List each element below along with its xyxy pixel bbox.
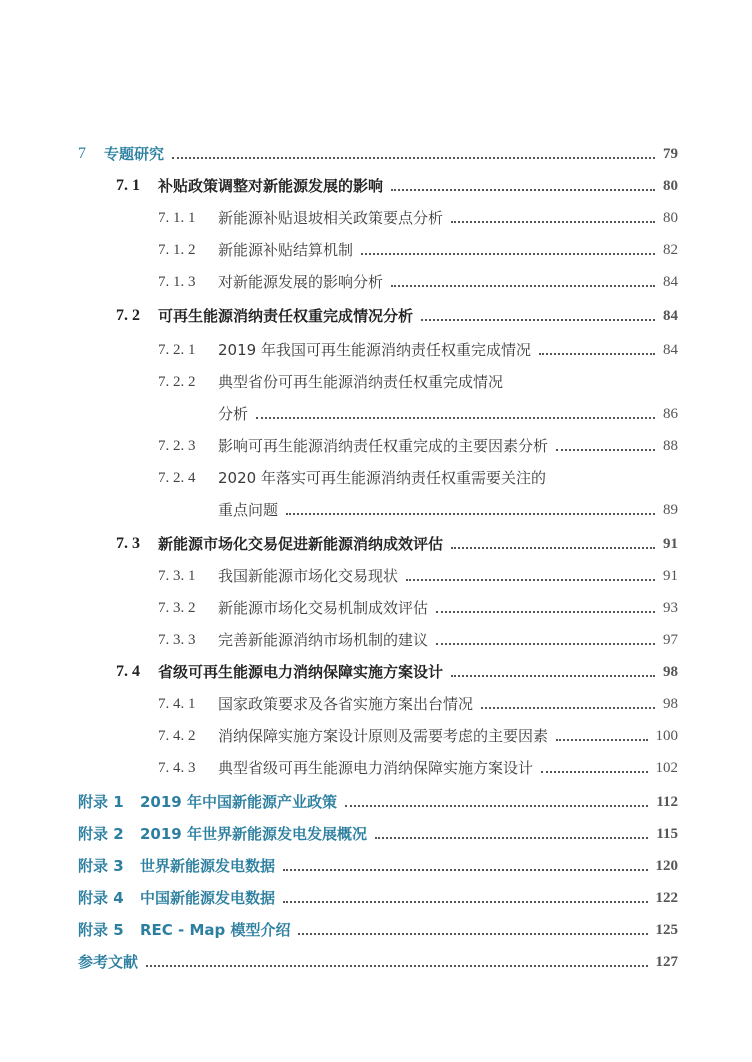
toc-section[interactable] [116, 300, 678, 326]
toc-subsection[interactable] [158, 624, 678, 650]
subsection-number: 7. 3. 1 [158, 568, 196, 584]
toc-section[interactable] [116, 528, 678, 554]
subsection-number: 7. 1. 1 [158, 210, 196, 226]
dot-leader [421, 319, 655, 321]
section-title: 省级可再生能源电力消纳保障实施方案设计 [158, 663, 444, 681]
dot-leader [345, 805, 648, 807]
page-number: 86 [663, 406, 678, 422]
page-number: 91 [663, 568, 678, 584]
dot-leader [283, 869, 647, 871]
page-number: 88 [663, 438, 678, 454]
dot-leader [146, 965, 647, 967]
page-number: 122 [655, 890, 678, 906]
page-number: 97 [663, 632, 678, 648]
dot-leader [451, 675, 655, 677]
toc-subsection[interactable] [158, 592, 678, 618]
toc-subsection-continuation[interactable] [218, 398, 678, 424]
subsection-number: 7. 4. 2 [158, 728, 196, 744]
toc-chapter[interactable] [78, 138, 678, 164]
page-number: 102 [655, 760, 678, 776]
subsection-title: 典型省级可再生能源电力消纳保障实施方案设计 [218, 759, 534, 777]
toc-subsection[interactable] [158, 334, 678, 360]
subsection-number: 7. 2. 4 [158, 470, 196, 486]
dot-leader [539, 353, 655, 355]
dot-leader [256, 417, 655, 419]
section-title: 新能源市场化交易促进新能源消纳成效评估 [158, 535, 444, 553]
toc-subsection[interactable] [158, 266, 678, 292]
dot-leader [556, 739, 647, 741]
dot-leader [375, 837, 648, 839]
page-number: 112 [656, 794, 678, 810]
subsection-title: 2020 年落实可再生能源消纳责任权重需要关注的 [218, 469, 546, 487]
subsection-number: 7. 1. 3 [158, 274, 196, 290]
toc-section[interactable] [116, 656, 678, 682]
appendix-number: 附录 4 [78, 889, 124, 907]
page-number: 80 [663, 210, 678, 226]
page-number: 120 [655, 858, 678, 874]
subsection-title: 国家政策要求及各省实施方案出台情况 [218, 695, 474, 713]
page-number: 79 [663, 146, 678, 162]
subsection-number: 7. 1. 2 [158, 242, 196, 258]
dot-leader [406, 579, 655, 581]
toc-subsection[interactable] [158, 560, 678, 586]
dot-leader [436, 643, 655, 645]
page-number: 93 [663, 600, 678, 616]
section-number: 7. 2 [116, 307, 140, 324]
toc-appendix[interactable] [78, 914, 678, 940]
section-title: 可再生能源消纳责任权重完成情况分析 [158, 307, 414, 325]
subsection-title: 典型省份可再生能源消纳责任权重完成情况 [218, 373, 504, 391]
appendix-number: 附录 1 [78, 793, 124, 811]
page-number: 98 [663, 664, 678, 680]
page-number: 91 [663, 536, 678, 552]
subsection-title: 对新能源发展的影响分析 [218, 273, 384, 291]
toc-section[interactable] [116, 170, 678, 196]
toc-references[interactable] [78, 946, 678, 972]
dot-leader [172, 157, 655, 159]
page-number: 125 [655, 922, 678, 938]
subsection-title: 影响可再生能源消纳责任权重完成的主要因素分析 [218, 437, 549, 455]
subsection-number: 7. 2. 1 [158, 342, 196, 358]
page-number: 100 [655, 728, 678, 744]
toc-subsection[interactable] [158, 430, 678, 456]
page-number: 80 [663, 178, 678, 194]
page-number: 84 [663, 274, 678, 290]
subsection-title: 消纳保障实施方案设计原则及需要考虑的主要因素 [218, 727, 549, 745]
toc-appendix[interactable] [78, 786, 678, 812]
page-number: 82 [663, 242, 678, 258]
section-number: 7. 4 [116, 663, 140, 680]
section-title: 补贴政策调整对新能源发展的影响 [158, 177, 384, 195]
dot-leader [391, 189, 655, 191]
appendix-number: 附录 3 [78, 857, 124, 875]
toc-appendix[interactable] [78, 850, 678, 876]
dot-leader [481, 707, 655, 709]
dot-leader [283, 901, 647, 903]
appendix-title: REC - Map 模型介绍 [140, 921, 291, 939]
toc-subsection-first-line[interactable] [158, 462, 678, 488]
toc-subsection[interactable] [158, 752, 678, 778]
toc-appendix[interactable] [78, 818, 678, 844]
subsection-number: 7. 4. 3 [158, 760, 196, 776]
subsection-title: 新能源补贴退坡相关政策要点分析 [218, 209, 444, 227]
page-number: 98 [663, 696, 678, 712]
appendix-number: 附录 2 [78, 825, 124, 843]
page-number: 127 [655, 954, 678, 970]
subsection-number: 7. 3. 3 [158, 632, 196, 648]
dot-leader [286, 513, 655, 515]
subsection-title: 新能源补贴结算机制 [218, 241, 354, 259]
section-number: 7. 1 [116, 177, 140, 194]
subsection-title: 2019 年我国可再生能源消纳责任权重完成情况 [218, 341, 531, 359]
dot-leader [541, 771, 647, 773]
subsection-title: 完善新能源消纳市场机制的建议 [218, 631, 429, 649]
appendix-number: 附录 5 [78, 921, 124, 939]
appendix-title: 世界新能源发电数据 [140, 857, 276, 875]
page-number: 84 [663, 308, 678, 324]
dot-leader [451, 547, 655, 549]
subsection-title: 新能源市场化交易机制成效评估 [218, 599, 429, 617]
appendix-title: 中国新能源发电数据 [140, 889, 276, 907]
toc-subsection[interactable] [158, 202, 678, 228]
page-number: 84 [663, 342, 678, 358]
appendix-title: 2019 年中国新能源产业政策 [140, 793, 337, 811]
dot-leader [391, 285, 655, 287]
dot-leader [556, 449, 655, 451]
appendix-title: 2019 年世界新能源发电发展概况 [140, 825, 367, 843]
dot-leader [451, 221, 655, 223]
subsection-number: 7. 4. 1 [158, 696, 196, 712]
chapter-number: 7 [78, 145, 86, 162]
toc-subsection-first-line[interactable] [158, 366, 678, 392]
section-number: 7. 3 [116, 535, 140, 552]
chapter-title: 专题研究 [104, 145, 165, 163]
dot-leader [361, 253, 655, 255]
subsection-number: 7. 3. 2 [158, 600, 196, 616]
subsection-number: 7. 2. 3 [158, 438, 196, 454]
toc-subsection-continuation[interactable] [218, 494, 678, 520]
subsection-title-continued: 重点问题 [218, 501, 279, 519]
dot-leader [436, 611, 655, 613]
subsection-title-continued: 分析 [218, 405, 249, 423]
toc-subsection[interactable] [158, 234, 678, 260]
subsection-title: 我国新能源市场化交易现状 [218, 567, 399, 585]
page-number: 89 [663, 502, 678, 518]
dot-leader [298, 933, 647, 935]
toc-subsection[interactable] [158, 720, 678, 746]
page-number: 115 [656, 826, 678, 842]
toc-appendix[interactable] [78, 882, 678, 908]
references-title: 参考文献 [78, 953, 139, 971]
toc-subsection[interactable] [158, 688, 678, 714]
subsection-number: 7. 2. 2 [158, 374, 196, 390]
